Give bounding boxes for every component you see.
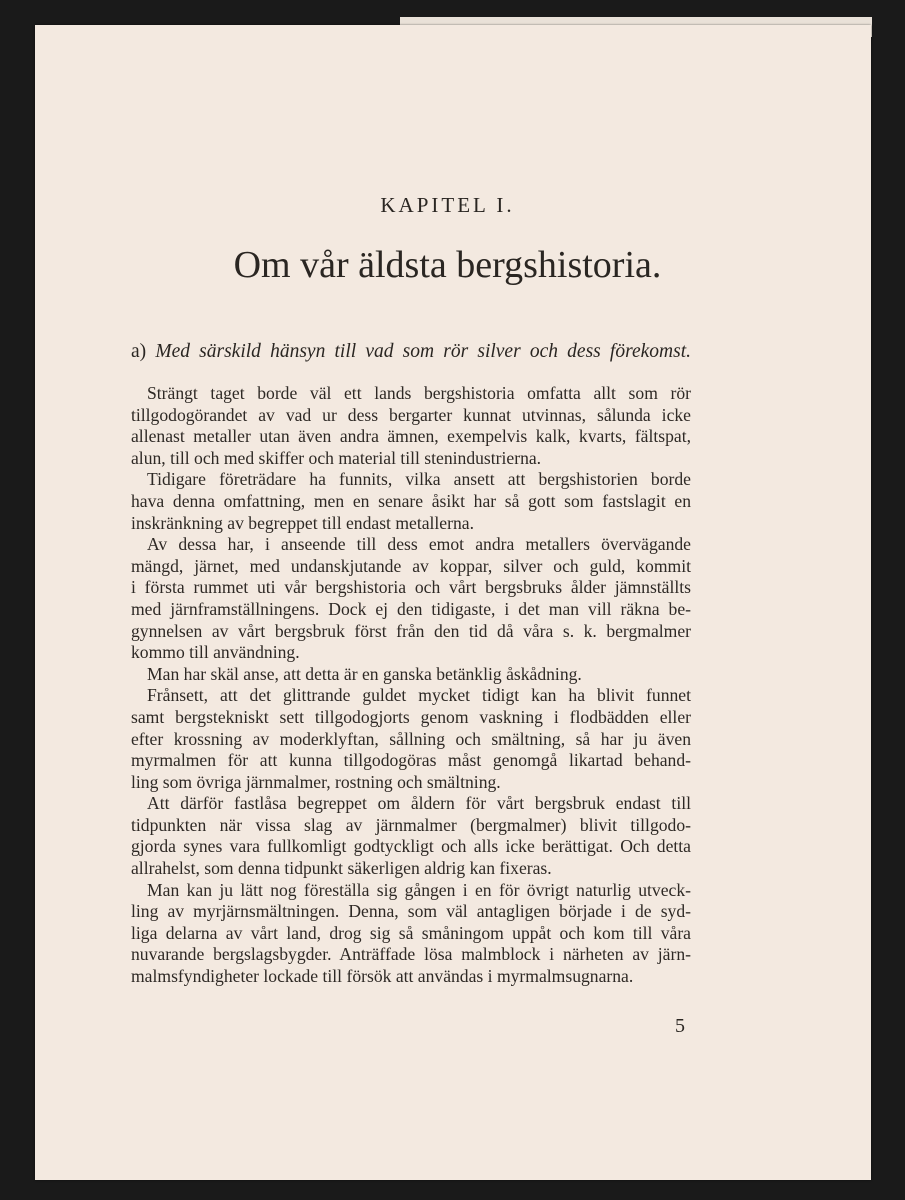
paragraph-line: i första rummet uti vår bergshistoria och vårt bergsbruks ålder jämnställts	[131, 577, 691, 598]
paragraph-line: Strängt taget borde väl ett lands bergshistoria omfatta allt som rör	[147, 383, 691, 403]
paragraph-line: gynnelsen av vårt bergsbruk först från den tid då våra s. k. bergmalmer	[131, 620, 691, 641]
page-number: 5	[675, 1015, 685, 1037]
paragraph-line: Att därför fastlåsa begreppet om åldern för vårt bergsbruk endast till	[147, 793, 691, 814]
paragraph-line: malmsfyndigheter lockade till försök att användas i myrmalmsugnarna.	[131, 966, 634, 987]
paragraph-line: mängd, järnet, med undanskjutande av koppar, silver och guld, kommit	[131, 555, 691, 576]
paragraph-line: Av dessa har, i anseende till dess emot andra metallers övervägande	[147, 534, 691, 555]
body-text	[131, 383, 691, 988]
paragraph-line: hava denna omfattning, men en senare åsikt har så gott som fastslagit en	[131, 490, 691, 511]
paragraph-line: kommo till användning.	[131, 642, 300, 663]
paragraph-line: Man har skäl anse, att detta är en ganska betänklig åskådning.	[147, 663, 582, 684]
section-subtitle-text: Med särskild hänsyn till vad som rör silver och dess förekomst.	[155, 341, 691, 362]
paragraph-line: ling av myrjärnsmältningen. Denna, som väl antagligen började i de syd-	[131, 901, 691, 922]
paragraph-line: myrmalmen för att kunna tillgodogöras måst genomgå likartad behand-	[131, 750, 691, 771]
paragraph-line: tillgodogörandet av vad ur dess bergarter kunnat utvinnas, sålunda icke	[131, 404, 691, 425]
paragraph-line: tidpunkten när vissa slag av järnmalmer (bergmalmer) blivit tillgodo-	[131, 814, 691, 835]
paragraph-line: ling som övriga järnmalmer, rostning och smältning.	[131, 771, 501, 792]
paragraph-line: efter krossning av moderklyftan, sållning och smältning, så har ju även	[131, 728, 691, 749]
chapter-label: KAPITEL I.	[380, 193, 515, 217]
book-page	[35, 25, 871, 1180]
paragraph-line: allenast metaller utan även andra ämnen, exempelvis kalk, kvarts, fältspat,	[131, 426, 691, 447]
section-marker: a)	[131, 341, 147, 362]
paragraph-line: liga delarna av vårt land, drog sig så småningom uppåt och kom till våra	[131, 922, 691, 943]
paragraph-line: samt bergstekniskt sett tillgodogjorts genom vaskning i flodbädden eller	[131, 706, 691, 727]
section-subtitle	[131, 341, 691, 363]
chapter-title: Om vår äldsta bergshistoria.	[233, 244, 662, 286]
paragraph-line: alun, till och med skiffer och material till stenindustrierna.	[131, 447, 542, 468]
paragraph-line: med järnframställningens. Dock ej den tidigaste, i det man vill räkna be-	[131, 598, 691, 619]
paragraph-line: Tidigare företrädare ha funnits, vilka ansett att bergshistorien borde	[147, 469, 691, 490]
paragraph-line: Man kan ju lätt nog föreställa sig gången i en för övrigt naturlig utveck-	[147, 879, 691, 900]
paragraph-line: gjorda synes vara fullkomligt godtyckligt och alls icke berättigat. Och detta	[131, 836, 691, 857]
paragraph-line: nuvarande bergslagsbygder. Anträffade lösa malmblock i närheten av järn-	[131, 944, 691, 965]
paragraph-line: inskränkning av begreppet till endast metallerna.	[131, 512, 474, 533]
paragraph-line: allrahelst, som denna tidpunkt säkerligen aldrig kan fixeras.	[131, 858, 552, 879]
paragraph-line: Frånsett, att det glittrande guldet mycket tidigt kan ha blivit funnet	[147, 685, 691, 706]
